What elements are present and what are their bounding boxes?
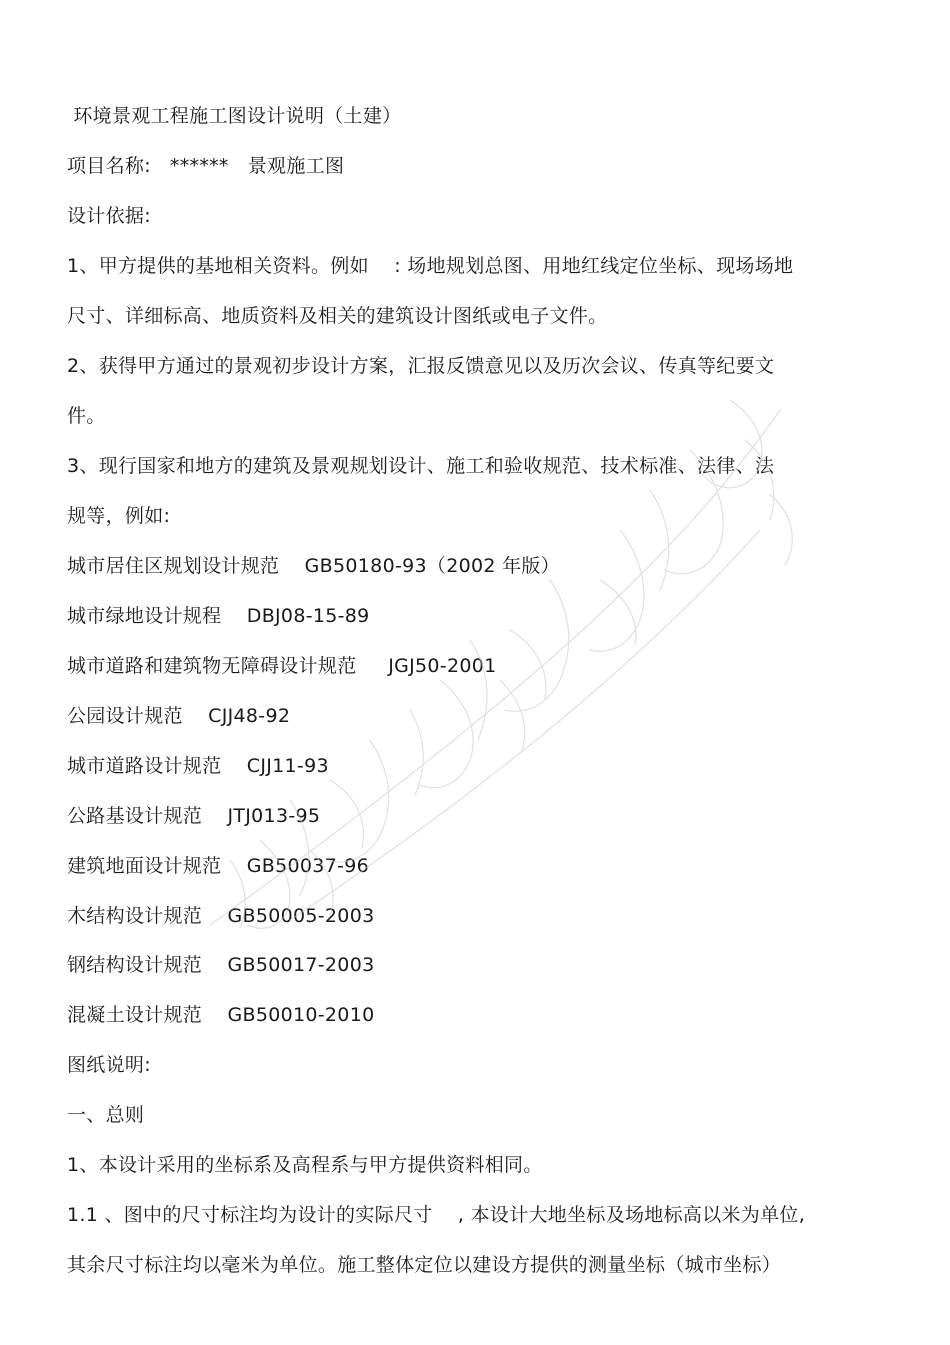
standard-list-item: 建筑地面设计规范 GB50037-96 — [67, 855, 369, 877]
standard-list-item: 城市居住区规划设计规范 GB50180-93（2002 年版） — [67, 555, 560, 577]
paragraph-line: 规等，例如: — [67, 505, 171, 527]
paragraph-line: 2、获得甲方通过的景观初步设计方案，汇报反馈意见以及历次会议、传真等纪要文 — [67, 355, 775, 377]
standard-list-item: 混凝土设计规范 GB50010-2010 — [67, 1004, 375, 1026]
standard-list-item: 城市道路和建筑物无障碍设计规范 JGJ50-2001 — [67, 655, 497, 677]
project-name-line: 项目名称: ****** 景观施工图 — [67, 155, 345, 177]
standard-list-item: 公园设计规范 CJJ48-92 — [67, 705, 291, 727]
paragraph-line: 3、现行国家和地方的建筑及景观规划设计、施工和验收规范、技术标准、法律、法 — [67, 455, 775, 477]
section-heading-general: 一、总则 — [67, 1104, 145, 1126]
paragraph-line: 1、甲方提供的基地相关资料。例如 : 场地规划总图、用地红线定位坐标、现场场地 — [67, 255, 794, 277]
standard-list-item: 公路基设计规范 JTJ013-95 — [67, 805, 321, 827]
section-heading-drawing-notes: 图纸说明: — [67, 1054, 151, 1076]
paragraph-line: 其余尺寸标注均以毫米为单位。施工整体定位以建设方提供的测量坐标（城市坐标） — [67, 1254, 782, 1276]
standard-list-item: 城市绿地设计规程 DBJ08-15-89 — [67, 605, 370, 627]
standard-list-item: 钢结构设计规范 GB50017-2003 — [67, 954, 375, 976]
paragraph-line: 件。 — [67, 405, 106, 427]
paragraph-line: 1.1 、图中的尺寸标注均为设计的实际尺寸 , 本设计大地坐标及场地标高以米为单位, — [67, 1204, 806, 1226]
standard-list-item: 城市道路设计规范 CJJ11-93 — [67, 755, 329, 777]
paragraph-line: 尺寸、详细标高、地质资料及相关的建筑设计图纸或电子文件。 — [67, 305, 608, 327]
standard-list-item: 木结构设计规范 GB50005-2003 — [67, 905, 375, 927]
paragraph-line: 1、本设计采用的坐标系及高程系与甲方提供资料相同。 — [67, 1154, 543, 1176]
doc-title: 环境景观工程施工图设计说明（土建） — [67, 105, 402, 127]
section-heading-design-basis: 设计依据: — [67, 205, 151, 227]
